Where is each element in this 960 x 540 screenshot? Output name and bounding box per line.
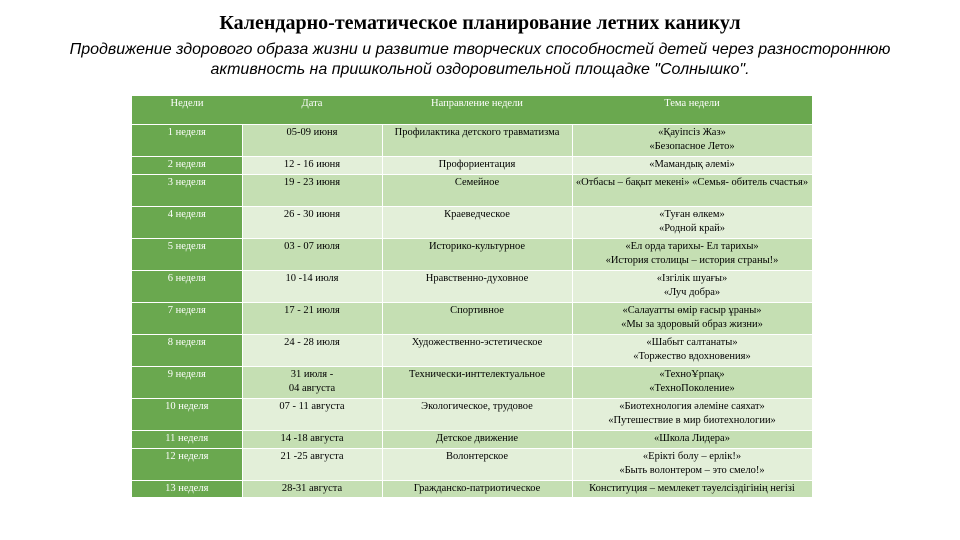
cell-direction: Профилактика детского травматизма [382,125,572,157]
header-date: Дата [242,96,382,125]
cell-date: 31 июля - 04 августа [242,367,382,399]
header-theme: Тема недели [572,96,812,125]
cell-direction: Художественно-эстетическое [382,335,572,367]
cell-date: 19 - 23 июня [242,175,382,207]
cell-direction: Экологическое, трудовое [382,399,572,431]
cell-date: 28-31 августа [242,481,382,498]
header-direction: Направление недели [382,96,572,125]
cell-week: 10 неделя [132,399,242,431]
cell-theme: «Биотехнология әлеміне саяхат» «Путешествие в мир биотехнологии» [572,399,812,431]
cell-theme: Конституция – мемлекет тәуелсіздігінің негізі [572,481,812,498]
cell-week: 5 неделя [132,239,242,271]
cell-direction: Волонтерское [382,449,572,481]
cell-theme: «Туған өлкем» «Родной край» [572,207,812,239]
table-row [132,431,812,449]
table-row [132,239,812,271]
cell-direction: Гражданско-патриотическое [382,481,572,498]
cell-theme: «ТехноҰрпақ» «ТехноПоколение» [572,367,812,399]
cell-week: 8 неделя [132,335,242,367]
cell-date: 12 - 16 июня [242,157,382,175]
cell-theme: «Отбасы – бақыт мекені» «Семья- обитель счастья» [572,175,812,207]
cell-date: 03 - 07 июля [242,239,382,271]
cell-theme: «Школа Лидера» [572,431,812,449]
cell-theme: «Ел орда тарихы- Ел тарихы» «История столицы – история страны!» [572,239,812,271]
cell-date: 10 -14 июля [242,271,382,303]
cell-direction: Профориентация [382,157,572,175]
page-title: Календарно-тематическое планирование летних каникул [219,12,741,34]
cell-theme: «Шабыт салтанаты» «Торжество вдохновения» [572,335,812,367]
cell-week: 4 неделя [132,207,242,239]
cell-direction: Технически-инттелектуальное [382,367,572,399]
table-row [132,303,812,335]
header-weeks: Недели [132,96,242,125]
table-row [132,175,812,207]
cell-direction: Семейное [382,175,572,207]
cell-week: 13 неделя [132,481,242,498]
cell-week: 3 неделя [132,175,242,207]
table-row [132,367,812,399]
table-row [132,157,812,175]
cell-theme: «Салауатты өмір ғасыр ұраны» «Мы за здоровый образ жизни» [572,303,812,335]
cell-week: 9 неделя [132,367,242,399]
table-row [132,207,812,239]
cell-date: 07 - 11 августа [242,399,382,431]
table-row [132,399,812,431]
page-subtitle: Продвижение здорового образа жизни и развитие творческих способностей детей через разностороннюю активность на пришкольной оздоровительной площадке "Солнышко". [69,41,891,78]
cell-theme: «Қауіпсіз Жаз» «Безопасное Лето» [572,125,812,157]
planning-table [132,96,813,498]
cell-theme: «Ерікті болу – ерлік!» «Быть волонтером – это смело!» [572,449,812,481]
cell-date: 21 -25 августа [242,449,382,481]
cell-direction: Спортивное [382,303,572,335]
cell-direction: Детское движение [382,431,572,449]
cell-direction: Краеведческое [382,207,572,239]
cell-week: 7 неделя [132,303,242,335]
table-row [132,449,812,481]
cell-week: 1 неделя [132,125,242,157]
cell-week: 12 неделя [132,449,242,481]
table-row [132,271,812,303]
cell-theme: «Ізгілік шуағы» «Луч добра» [572,271,812,303]
cell-date: 14 -18 августа [242,431,382,449]
table-row [132,125,812,157]
cell-date: 17 - 21 июля [242,303,382,335]
table-header-row [132,96,812,125]
cell-date: 26 - 30 июня [242,207,382,239]
cell-date: 05-09 июня [242,125,382,157]
table-body [132,125,812,498]
cell-theme: «Мамандық әлемі» [572,157,812,175]
cell-direction: Нравственно-духовное [382,271,572,303]
table-row [132,335,812,367]
table-row [132,481,812,498]
cell-date: 24 - 28 июля [242,335,382,367]
cell-week: 6 неделя [132,271,242,303]
cell-direction: Историко-культурное [382,239,572,271]
cell-week: 11 неделя [132,431,242,449]
cell-week: 2 неделя [132,157,242,175]
